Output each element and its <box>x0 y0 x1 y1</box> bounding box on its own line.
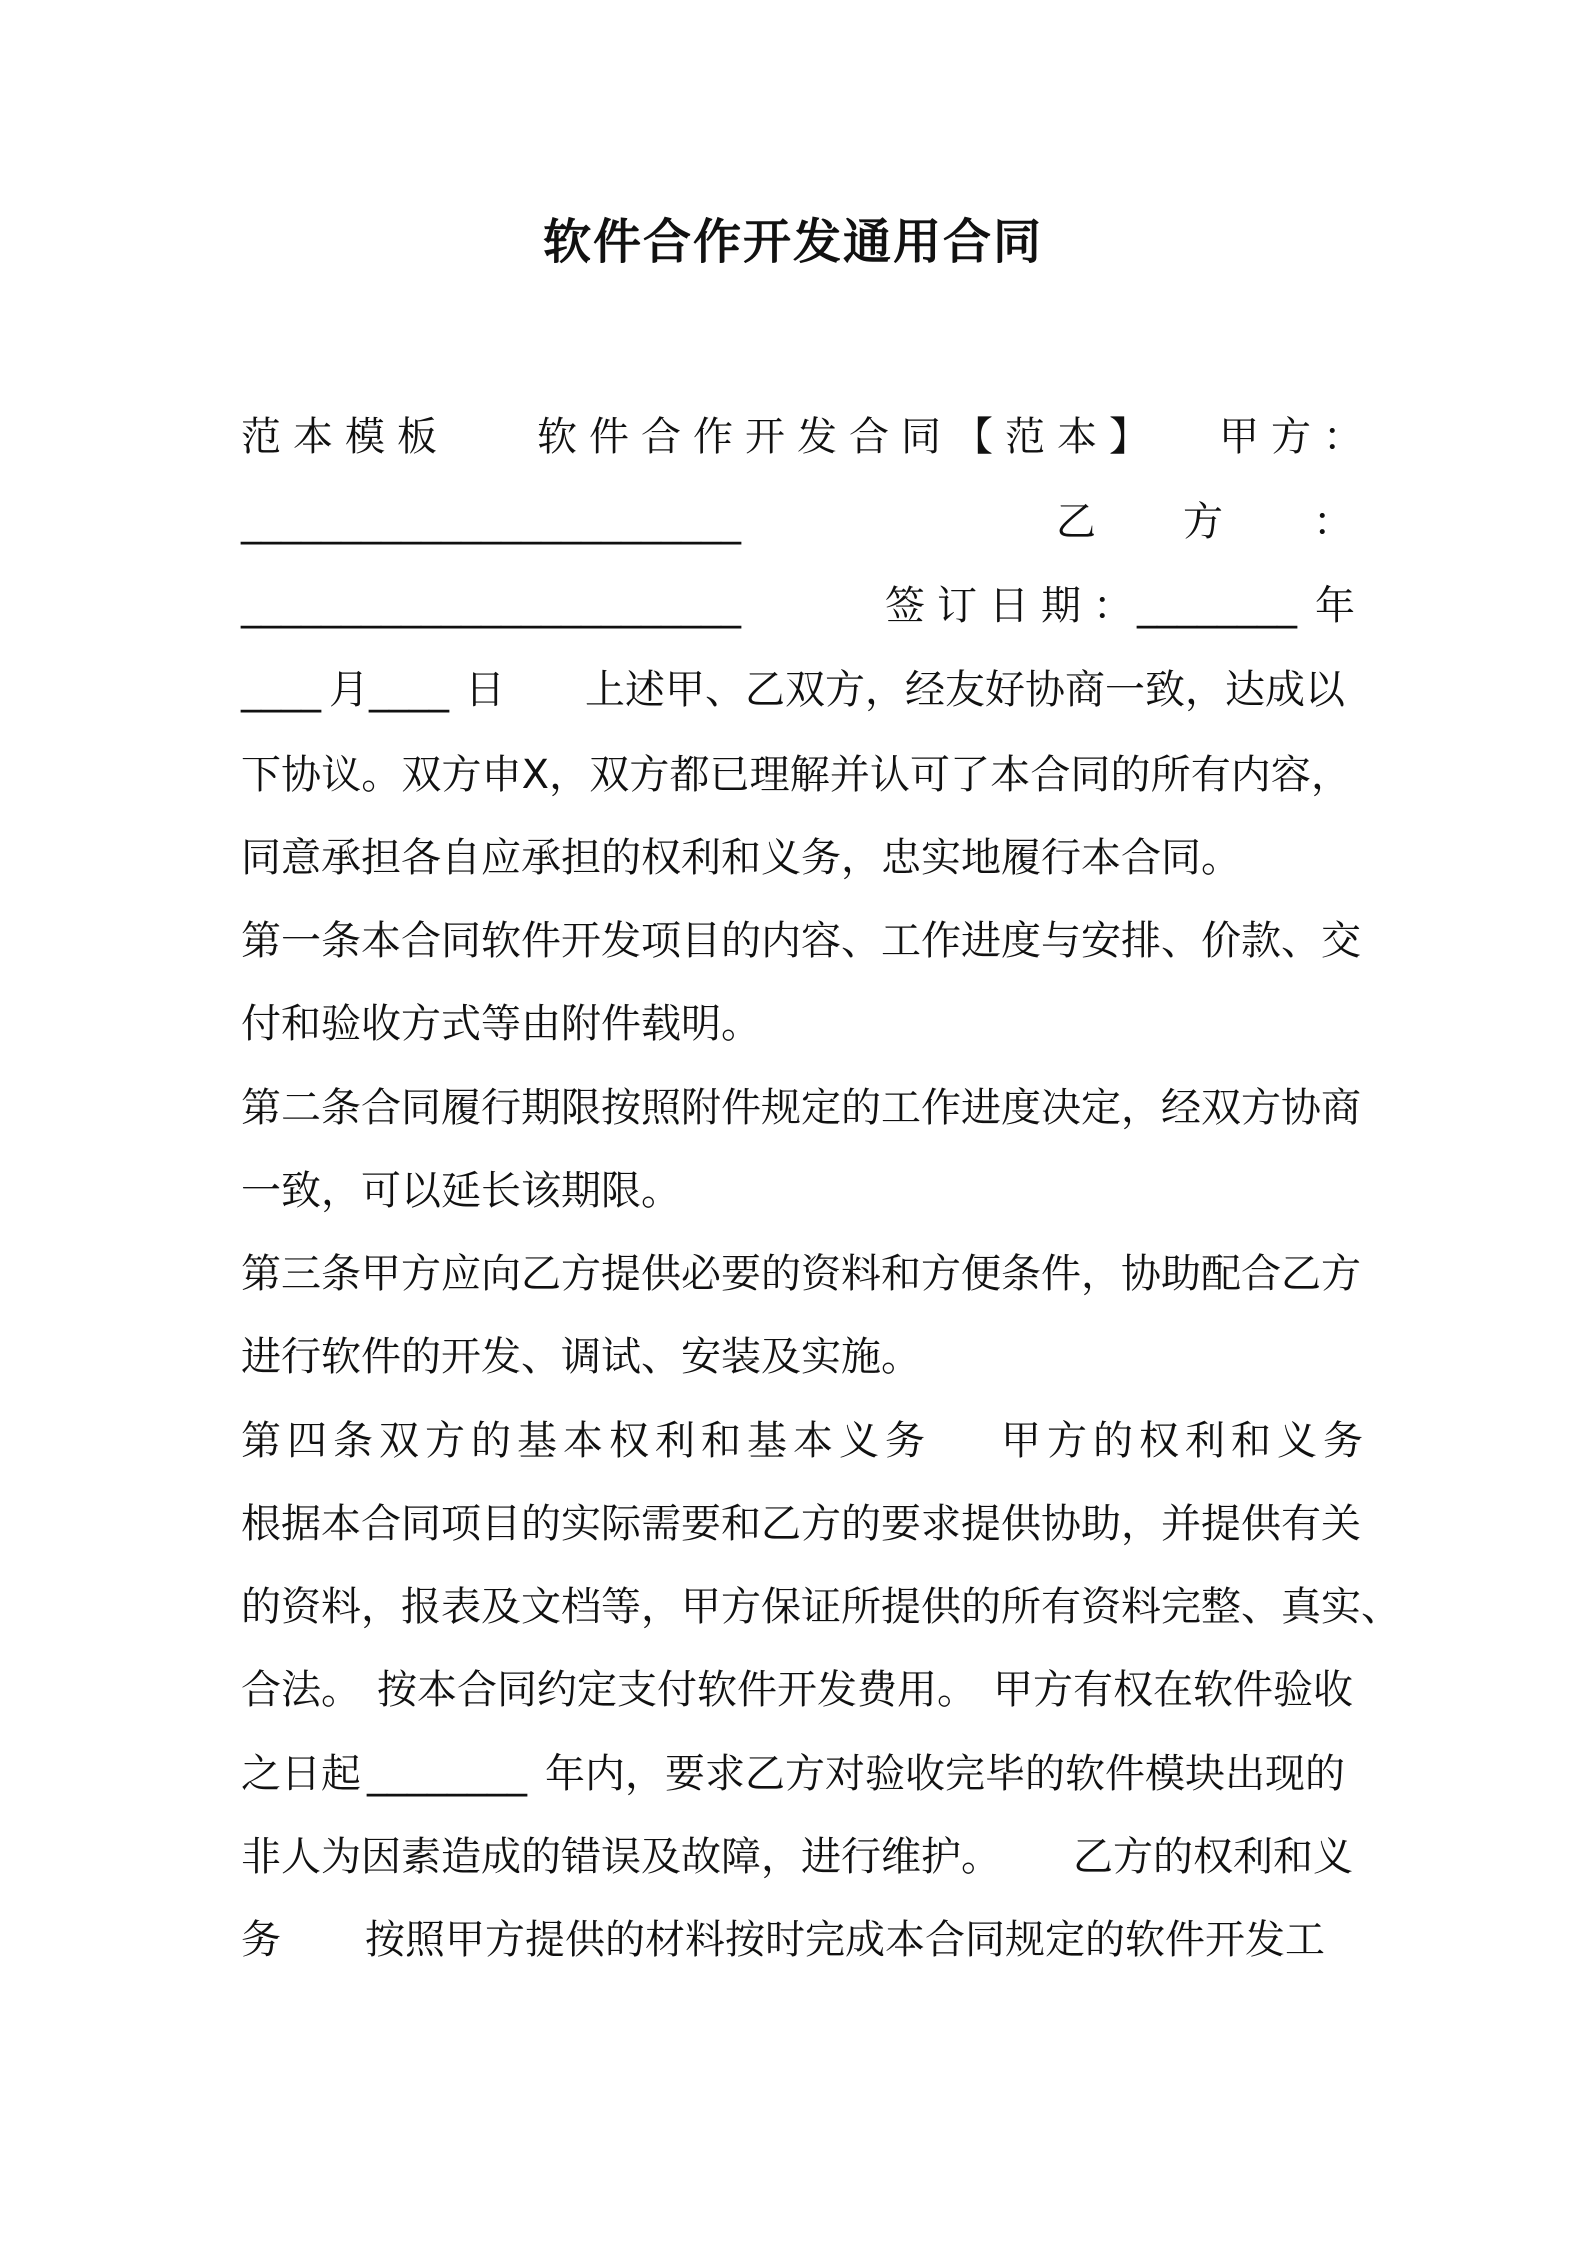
party-b-label-3: ： <box>1313 499 1353 545</box>
maintenance-text: 非人为因素造成的错误及故障，进行维护。 <box>241 1834 1001 1880</box>
party-b-rights-heading: 乙方的权利和义 <box>1073 1834 1353 1880</box>
header-line-2 <box>241 492 1351 552</box>
body-line-1: 上述甲、乙双方，经友好协商一致，达成以 <box>585 667 1345 713</box>
contract-name: 软件合作开发合同【范本】 <box>537 414 1161 460</box>
party-b-label-1: 乙 <box>1056 499 1096 545</box>
body-line-14 <box>241 1744 1351 1804</box>
body-line-13 <box>241 1660 1351 1720</box>
body-line-15 <box>241 1827 1351 1887</box>
body-line-10 <box>241 1411 1369 1471</box>
body-line-11: 根据本合同项目的实际需要和乙方的要求提供协助，并提供有关 <box>241 1501 1361 1547</box>
body-line-5: 付和验收方式等由附件载明。 <box>241 1001 761 1047</box>
body-line-2: 下协议。双方申X，双方都已理解并认可了本合同的所有内容， <box>241 752 1351 798</box>
year-blank: ________ <box>1137 583 1297 629</box>
body-line-9: 进行软件的开发、调试、安装及实施。 <box>241 1334 921 1380</box>
body-line-6: 第二条合同履行期限按照附件规定的工作进度决定，经双方协商 <box>241 1085 1361 1131</box>
body-line-7: 一致，可以延长该期限。 <box>241 1168 681 1214</box>
party-b-label-2: 方 <box>1183 499 1223 545</box>
from-date-text: 之日起 <box>241 1751 361 1797</box>
template-label: 范本模板 <box>241 414 449 460</box>
body-line-4: 第一条本合同软件开发项目的内容、工作进度与安排、价款、交 <box>241 918 1361 964</box>
sign-date-label: 签订日期： <box>885 583 1145 629</box>
body-line-12: 的资料，报表及文档等，甲方保证所提供的所有资料完整、真实、 <box>241 1584 1401 1630</box>
article-4-heading: 第四条双方的基本权利和基本义务 <box>241 1418 931 1464</box>
party-b-blank: _________________________ <box>241 583 741 629</box>
month-label: 月 <box>329 667 369 713</box>
party-a-rights-heading: 甲方的权利和义务 <box>1001 1418 1369 1464</box>
document-title: 软件合作开发通用合同 <box>542 214 1043 270</box>
party-a-label: 甲方： <box>1219 414 1375 460</box>
header-line-3 <box>241 576 1355 636</box>
party-a-blank: _________________________ <box>241 499 741 545</box>
maintenance-right-text: 甲方有权在软件验收 <box>993 1667 1353 1713</box>
within-years-text: 年内，要求乙方对验收完毕的软件模块出现的 <box>545 1751 1345 1797</box>
lawful-text: 合法。 <box>241 1667 361 1713</box>
body-line-8: 第三条甲方应向乙方提供必要的资料和方便条件，协助配合乙方 <box>241 1251 1361 1297</box>
years-blank: ________ <box>367 1751 527 1797</box>
day-blank: ____ <box>369 667 449 713</box>
body-line-16 <box>241 1910 1351 1970</box>
year-label: 年 <box>1315 583 1355 629</box>
header-line-4 <box>241 660 1351 720</box>
month-blank: ____ <box>241 667 321 713</box>
obligation-label: 务 <box>241 1917 281 1963</box>
day-label: 日 <box>465 667 505 713</box>
header-line-1 <box>241 407 1375 467</box>
payment-text: 按本合同约定支付软件开发费用。 <box>377 1667 977 1713</box>
development-text: 按照甲方提供的材料按时完成本合同规定的软件开发工 <box>365 1917 1325 1963</box>
body-line-3: 同意承担各自应承担的权利和义务，忠实地履行本合同。 <box>241 835 1241 881</box>
